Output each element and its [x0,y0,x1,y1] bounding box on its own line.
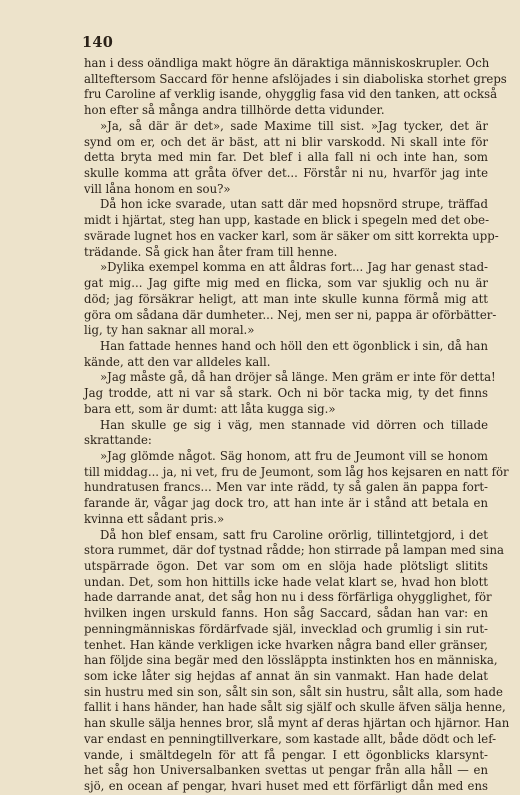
text-line: vande, i smältdegeln för att få pengar. I ett ögonblicks klarsynt- [84,747,488,762]
text-line: göra om sådana där dumheter... Nej, men ser ni, pappa är oförbätter- [84,307,497,322]
text-line: han skulle sälja hennes bror, slå mynt af deras hjärtan och hjärnor. Han [84,716,510,731]
text-line: »Ja, så där är det», sade Maxime till sist. »Jag tycker, det är [100,118,488,133]
text-line: tenhet. Han kände verkligen icke hvarken några band eller gränser, [84,637,488,652]
text-line: fru Caroline af verklig isande, ohygglig fasa vid den tanken, att också [84,87,498,102]
text-line: Han skulle ge sig i väg, men stannade vid dörren och tillade [100,417,488,432]
text-line: skrattande: [84,433,152,448]
text-line: stora rummet, där dof tystnad rådde; hon stirrade på lampan med sina [84,543,504,558]
text-line: sin hustru med sin son, sålt sin son, sålt sin hustru, sålt alla, som hade [84,684,503,699]
text-line: »Dylika exempel komma en att åldras fort... Jag har genast stad- [100,260,488,275]
text-line: Jag trodde, att ni var så stark. Och ni bör tacka mig, ty det finns [84,386,488,401]
text-line: skulle komma att gråta öfver det... Förstår ni nu, hvarför jag inte [84,166,488,181]
text-line: kände, att den var alldeles kall. [84,354,271,369]
text-line: undan. Det, som hon hittills icke hade velat klart se, hvad hon blott [84,574,488,589]
text-line: »Jag måste gå, då han dröjer så länge. Men gräm er inte för detta! [100,370,496,385]
page-number: 140 [82,34,114,51]
text-line: svärade lugnet hos en vacker karl, som är säker om sitt korrekta upp- [84,228,499,243]
text-line: midt i hjärtat, steg han upp, kastade en blick i spegeln med det obe- [84,213,490,228]
text-line: till middag... ja, ni vet, fru de Jeumont, som låg hos kejsaren en natt för [84,464,509,479]
text-line: gat mig... Jag gifte mig med en flicka, som var sjuklig och nu är [84,276,488,291]
body-text [84,56,510,795]
text-line: Han fattade hennes hand och höll den ett ögonblick i sin, då han [100,338,488,353]
text-line: utspärrade ögon. Det var som om en slöja hade plötsligt slitits [84,559,488,573]
text-line: hade darrande anat, det såg hon nu i dess förfärliga ohygglighet, för [84,590,492,605]
text-line: synd om er, och det är bäst, att ni blir varskodd. Ni skall inte för [84,134,488,149]
text-line: Då hon blef ensam, satt fru Caroline orörlig, tillintetgjord, i det [100,527,488,542]
text-line: het såg hon Universalbanken svettas ut pengar från alla håll — en [84,763,488,778]
text-line: farande är, vågar jag dock tro, att han inte är i stånd att betala en [84,496,488,511]
text-line: kvinna ett sådant pris.» [84,511,225,526]
text-line: vill låna honom en sou?» [84,181,231,196]
text-line: som icke låter sig hejdas af annat än sin vanmakt. Han hade delat [84,669,488,684]
text-line: hon efter så många andra tillhörde detta vidunder. [84,103,385,118]
text-line: detta bryta med min far. Det blef i alla fall ni och inte han, som [84,150,488,165]
text-line: sjö, en ocean af pengar, hvari huset med ett förfärligt dån med ens [84,779,488,794]
text-line: trädande. Så gick han åter fram till henne. [84,244,338,259]
text-line: han i dess oändliga makt högre än däraktiga människoskrupler. Och [84,56,490,70]
text-line: »Jag glömde något. Säg honom, att fru de Jeumont vill se honom [100,448,488,463]
text-line: Då hon icke svarade, utan satt där med hopsnörd strupe, träffad [100,197,488,212]
text-line: var endast en penningtillverkare, som kastade allt, både dödt och lef- [84,731,497,746]
text-line: död; jag försäkrar heligt, att man inte skulle kunna förmå mig att [84,291,488,306]
text-line: han följde sina begär med den lössläppta instinkten hos en människa, [84,653,498,668]
text-line: penningmänniskas fördärfvade själ, invecklad och grumlig i sin rut- [84,621,488,636]
text-line: bara ett, som är dumt: att låta kugga sig.» [84,401,336,416]
text-line: hundratusen francs... Men var inte rädd, ty så galen än pappa fort- [84,480,488,495]
text-line: hvilken ingen urskuld fanns. Hon såg Saccard, sådan han var: en [84,606,488,621]
text-line: allteftersom Saccard för henne afslöjades i sin diaboliska storhet greps [84,71,507,86]
text-line: fallit i hans händer, han hade sålt sig själf och skulle äfven sälja henne, [84,700,506,715]
text-line: lig, ty han saknar all moral.» [84,323,255,338]
